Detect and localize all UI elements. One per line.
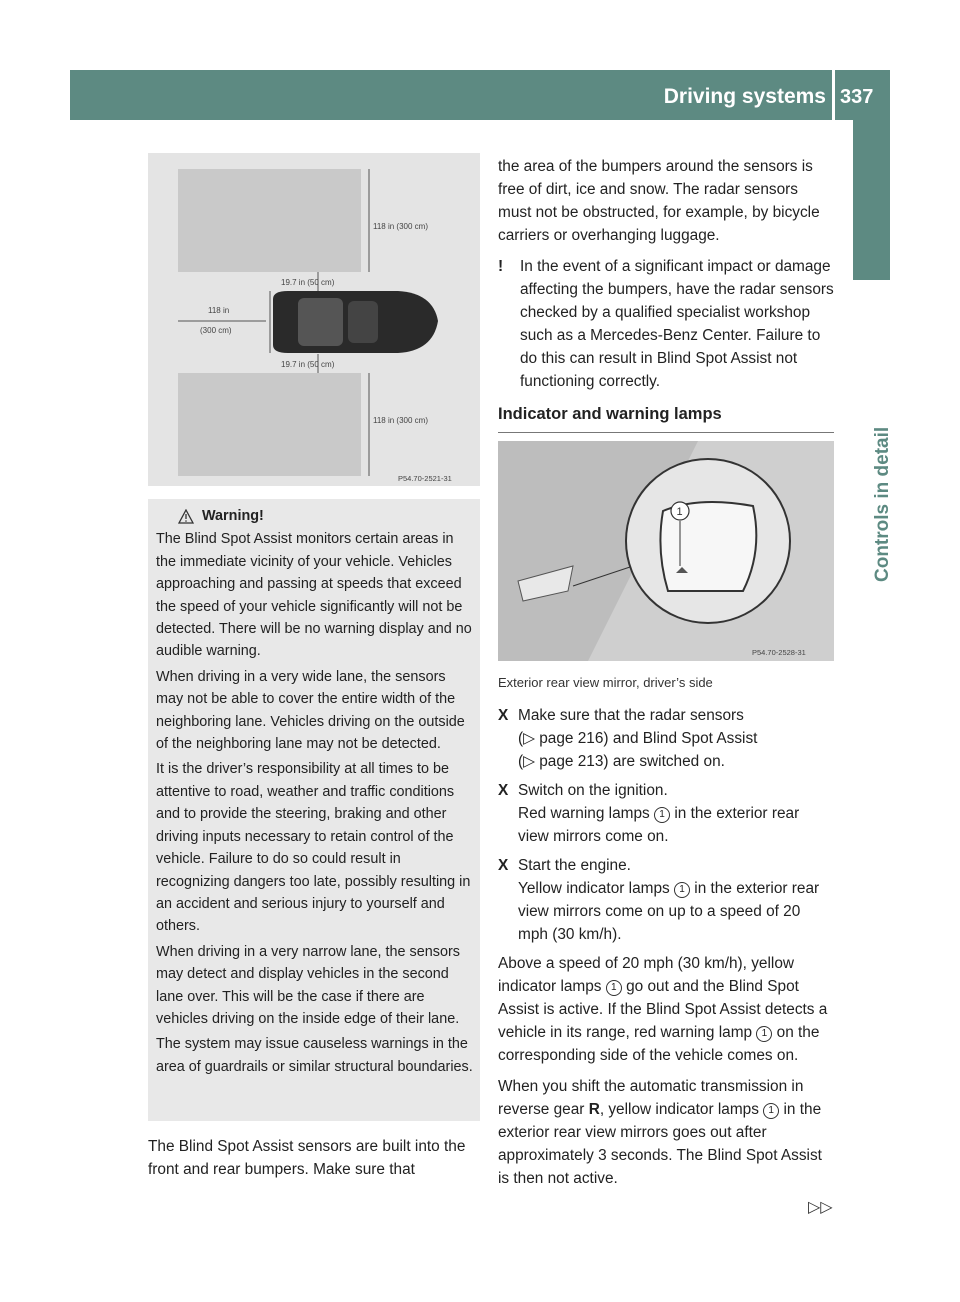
note-exclamation-icon: ! xyxy=(498,258,504,275)
section-heading: Indicator and warning lamps xyxy=(498,403,834,433)
figure2-callout-number: 1 xyxy=(676,506,683,518)
callout-1-icon: 1 xyxy=(763,1103,779,1119)
figure-caption: Exterior rear view mirror, driver’s side xyxy=(498,675,713,690)
right-column xyxy=(498,155,834,1198)
figure1-label-left-1: 118 in xyxy=(208,306,230,315)
lower-zone xyxy=(178,373,361,476)
intro-paragraph: the area of the bumpers around the sensors is free of dirt, ice and snow. The radar sensors must not be obstructed, for example, by bicycle carriers or overhanging luggage. xyxy=(498,158,820,244)
warning-paragraph: When driving in a very narrow lane, the sensors may detect and display vehicles in the second lane over. This will be the case if there are vehicles driving on the inside edge of their lane. xyxy=(156,943,460,1027)
warning-paragraph: When driving in a very wide lane, the sensors may not be able to cover the entire width of the neighboring lane. Vehicles driving on the outside of the neighboring lane may not be detected. xyxy=(156,668,465,753)
warning-paragraph: The Blind Spot Assist monitors certain areas in the immediate vicinity of your vehicle. Vehicles approaching and passing at speeds that exceed the speed of your vehicle significantly will not be detected. There will be no warning display and no audible warning. xyxy=(156,531,472,660)
page-reference: (▷ page 213) are switched on. xyxy=(518,753,725,770)
warning-paragraph: The system may issue causeless warnings in the area of guardrails or similar structural boundaries. xyxy=(156,1036,473,1075)
side-tab-block xyxy=(853,120,890,280)
figure1-label-left-2: (300 cm) xyxy=(200,326,232,335)
step-marker-icon: X xyxy=(498,857,509,874)
callout-1-icon: 1 xyxy=(674,882,690,898)
callout-1-icon: 1 xyxy=(756,1026,772,1042)
instruction-step: X Start the engine. Yellow indicator lamps 1 in the exterior rear view mirrors come on up to a speed of 20 mph (30 km/h). xyxy=(498,854,834,946)
figure1-label-top-right: 118 in (300 cm) xyxy=(373,222,428,231)
page-reference: (▷ page 216) and Blind Spot Assist xyxy=(518,730,758,747)
callout-1-icon: 1 xyxy=(654,807,670,823)
body-paragraph: Above a speed of 20 mph (30 km/h), yellow indicator lamps 1 go out and the Blind Spot Assist is active. If the Blind Spot Assist detects a vehicle in its range, red warning lamp 1 on the corresponding side of the vehicle comes on. xyxy=(498,955,828,1064)
warning-triangle-icon xyxy=(178,509,194,524)
header-title: Driving systems xyxy=(663,85,826,108)
warning-title: Warning! xyxy=(202,508,264,524)
note-text: In the event of a significant impact or damage affecting the bumpers, have the radar sensors checked by a qualified specialist workshop such as a Mercedes-Benz Center. Failure to do this can result in Blind Spot Assist not functioning correctly. xyxy=(520,258,834,390)
body-paragraph: When you shift the automatic transmission in reverse gear R, yellow indicator lamps 1 in the exterior rear view mirrors goes out after approximately 3 seconds. The Blind Spot Assist is then not active. xyxy=(498,1078,822,1187)
figure2-code: P54.70-2528-31 xyxy=(752,648,806,657)
mirror-illustration xyxy=(498,441,834,661)
blind-spot-zone-diagram xyxy=(148,153,480,486)
instruction-step: X Switch on the ignition. Red warning lamps 1 in the exterior rear view mirrors come on. xyxy=(498,779,834,848)
figure1-label-upper-gap: 19.7 in (50 cm) xyxy=(281,278,335,287)
instruction-step: X Make sure that the radar sensors (▷ page 216) and Blind Spot Assist (▷ page 213) are switched on. xyxy=(498,704,834,773)
continued-arrow-icon: ▷▷ xyxy=(808,1199,833,1216)
left-column-tail-text: The Blind Spot Assist sensors are built into the front and rear bumpers. Make sure that xyxy=(148,1138,466,1178)
vehicle-icon xyxy=(273,291,438,353)
upper-zone xyxy=(178,169,361,272)
note-paragraph xyxy=(498,255,834,393)
step-marker-icon: X xyxy=(498,782,509,799)
figure1-label-bottom-right: 118 in (300 cm) xyxy=(373,416,428,425)
step-marker-icon: X xyxy=(498,707,509,724)
figure1-label-lower-gap: 19.7 in (50 cm) xyxy=(281,360,335,369)
warning-paragraph: It is the driver’s responsibility at all times to be attentive to road, weather and traffic conditions and to provide the steering, braking and other driving inputs necessary to retain control of the vehicle. Failure to do so could result in recognizing dangers too late, possibly resulting in an accident and serious injury to yourself and others. xyxy=(156,761,471,935)
figure1-code: P54.70-2521-31 xyxy=(398,474,452,483)
side-tab-label: Controls in detail xyxy=(872,426,893,582)
callout-1-icon: 1 xyxy=(606,980,622,996)
warning-box xyxy=(148,499,480,1121)
page-number: 337 xyxy=(840,86,874,108)
header-separator xyxy=(832,70,835,120)
